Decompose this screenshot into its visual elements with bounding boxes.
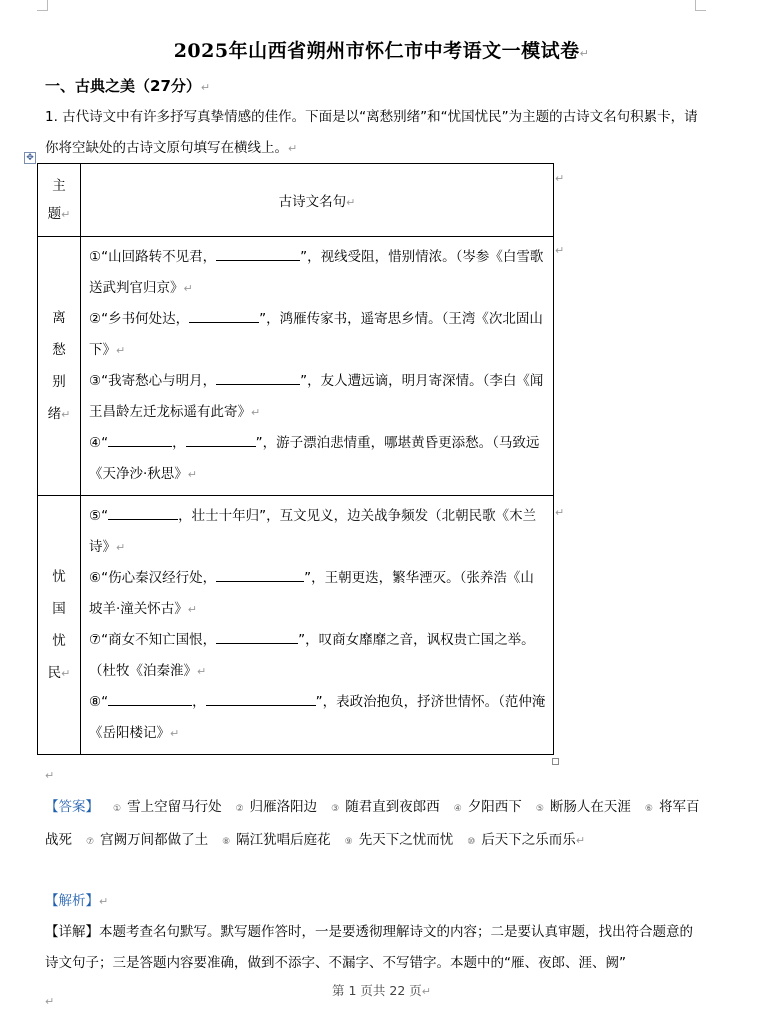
table-header-row: [38, 164, 554, 237]
theme-header-cell: 主 题↵: [38, 164, 81, 237]
empty-paragraph: ↵: [45, 769, 55, 782]
answer-blank[interactable]: [108, 505, 178, 520]
list-item: ③“我寄愁心与明月， ”，友人遭远谪，明月寄深情。（李白《闻王昌龄左迁龙标遥有此寄》↵: [89, 366, 547, 428]
answer-blank[interactable]: [206, 691, 316, 706]
row-end-mark: ↵: [555, 172, 565, 185]
list-item: ⑦“商女不知亡国恨， ”，叹商女靡靡之音，讽权贵亡国之举。（杜牧《泊秦淮》↵: [89, 625, 547, 687]
content-header-cell: 古诗文名句↵: [81, 164, 554, 237]
answer-blank[interactable]: [216, 567, 304, 582]
answer-block: 【答案】 ① 雪上空留马行处 ② 归雁洛阳边 ③ 随君直到夜郎西 ④ 夕阳西下 ⑤ 断肠人在天涯 ⑥ 将军百战死 ⑦ 宫阙万间都做了土 ⑧ 隔江犹唱后庭花 ⑨ 先天下之忧而忧 ⑩ 后天下之乐而乐↵: [45, 799, 700, 848]
analysis-label: 【解析】↵: [45, 893, 109, 909]
page-corner-mark: [695, 0, 706, 11]
answer-blank[interactable]: [216, 629, 298, 644]
answer-blank[interactable]: [216, 246, 300, 261]
row-end-mark: ↵: [555, 506, 565, 519]
answer-blank[interactable]: [108, 691, 192, 706]
question-1: 1. 古代诗文中有许多抒写真挚情感的佳作。下面是以“离愁别绪”和“忧国忧民”为主题的古诗文名句积累卡，请你将空缺处的古诗文原句填写在横线上。↵: [45, 109, 698, 156]
poem-table: [37, 163, 554, 755]
list-item: ⑥“伤心秦汉经行处， ”，王朝更迭，繁华湮灭。（张养浩《山坡羊·潼关怀古》↵: [89, 563, 547, 625]
content-cell: [81, 496, 554, 755]
list-item: ⑤“ ，壮士十年归”，互文见义，边关战争频发（北朝民歌《木兰诗》↵: [89, 501, 547, 563]
paragraph-mark: ↵: [45, 995, 55, 1008]
answer-blank[interactable]: [189, 308, 259, 323]
table-move-handle-icon[interactable]: ✥: [24, 152, 36, 164]
detail-paragraph: 【详解】本题考查名句默写。默写题作答时，一是要透彻理解诗文的内容；二是要认真审题，找出符合题意的诗文句子；三是答题内容要准确，做到不添字、不漏字、不写错字。本题中的“雁、夜郎、涯、阙”: [45, 924, 693, 971]
list-item: ⑧“ ， ”，表政治抱负，抒济世情怀。（范仲淹《岳阳楼记》↵: [89, 687, 547, 749]
page-title: 2025年山西省朔州市怀仁市中考语文一模试卷↵: [173, 40, 590, 62]
theme-cell: 忧 国 忧 民↵: [38, 496, 81, 755]
table-row: [38, 496, 554, 755]
row-end-mark: ↵: [555, 244, 565, 257]
answer-blank[interactable]: [108, 432, 172, 447]
page-corner-mark: [37, 0, 48, 11]
list-item: ②“乡书何处达， ”，鸿雁传家书，遥寄思乡情。（王湾《次北固山下》↵: [89, 304, 547, 366]
page-footer: 第 1 页共 22 页↵: [332, 983, 431, 998]
theme-cell: 离 愁 别 绪↵: [38, 237, 81, 496]
answer-blank[interactable]: [186, 432, 256, 447]
content-cell: [81, 237, 554, 496]
table-row: [38, 237, 554, 496]
list-item: ①“山回路转不见君， ”，视线受阻，惜别情浓。（岑参《白雪歌送武判官归京》↵: [89, 242, 547, 304]
section-heading: 一、古典之美（27分）↵: [45, 77, 211, 95]
list-item: ④“ ， ”，游子漂泊悲情重，哪堪黄昏更添愁。（马致远《天净沙·秋思》↵: [89, 428, 547, 490]
answer-blank[interactable]: [216, 370, 300, 385]
